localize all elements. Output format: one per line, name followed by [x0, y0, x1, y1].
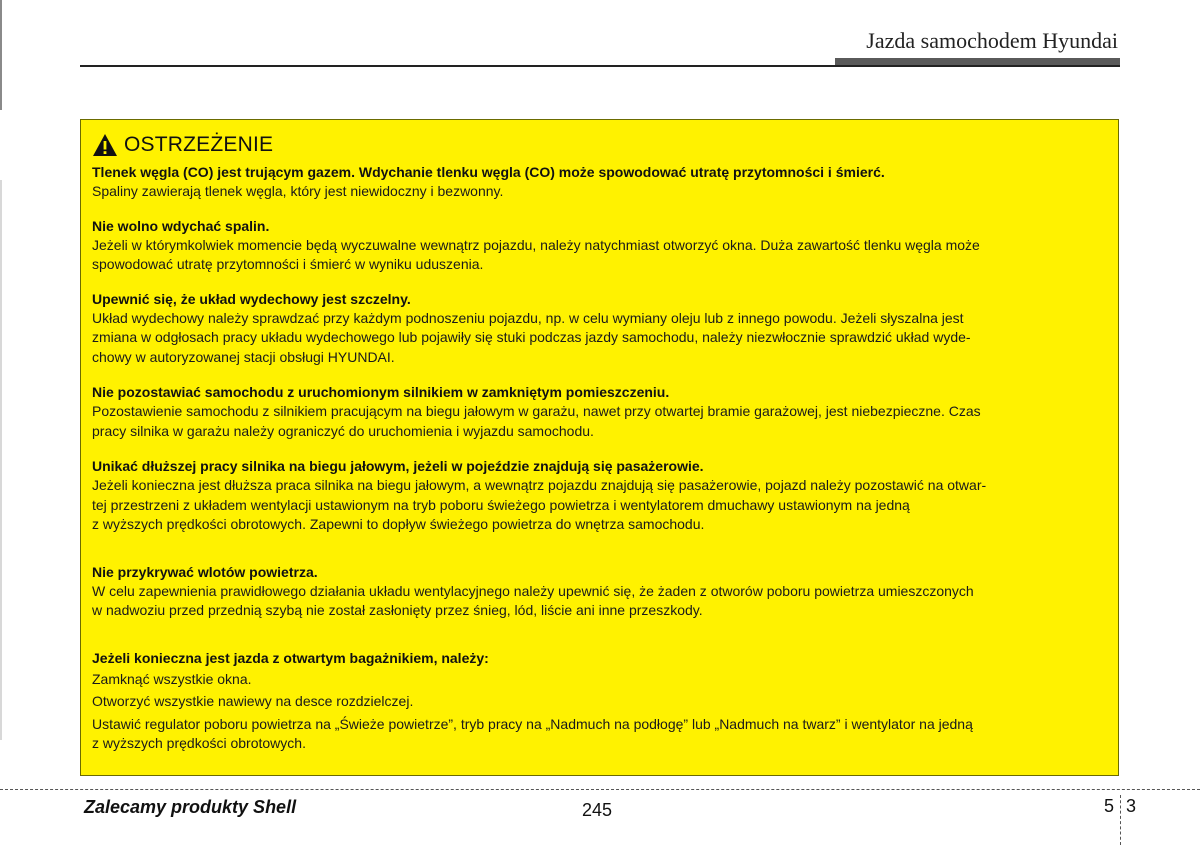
warning-triangle-icon [92, 133, 118, 157]
section-text: zmiana w odgłosach pracy układu wydechowego lub pojawiły się stuki podczas jazdy samochodu, należy niezwłocznie sprawdzić układ wyde- [92, 329, 971, 345]
section-text: Spaliny zawierają tlenek węgla, który jest niewidoczny i bezwonny. [92, 183, 504, 199]
warning-header [92, 130, 1108, 160]
page-edge-mark [0, 0, 2, 110]
section-heading: Unikać dłuższej pracy silnika na biegu jałowym, jeżeli w pojeździe znajdują się pasażerowie. [92, 458, 704, 474]
header-rule [80, 65, 1120, 67]
warning-section-garage [92, 382, 1108, 441]
section-heading: Upewnić się, że układ wydechowy jest szczelny. [92, 290, 411, 307]
warning-section-fumes [92, 216, 1108, 275]
section-text: Pozostawienie samochodu z silnikiem pracującym na biegu jałowym w garażu, nawet przy otwartej bramie garażowej, jest niebezpieczne. Czas [92, 403, 981, 419]
warning-section-open-trunk [92, 648, 1108, 754]
section-text: z wyższych prędkości obrotowych. Zapewni to dopływ świeżego powietrza do wnętrza samochodu. [92, 516, 705, 532]
section-text: w nadwoziu przed przednią szybą nie został zasłonięty przez śnieg, lód, liście ani inne przeszkody. [92, 602, 703, 618]
section-heading: Nie wolno wdychać spalin. [92, 217, 270, 234]
section-text: chowy w autoryzowanej stacji obsługi HYUNDAI. [92, 348, 395, 365]
section-heading: Nie pozostawiać samochodu z uruchomionym silnikiem w zamkniętym pomieszczeniu. [92, 384, 670, 400]
section-text: Jeżeli konieczna jest dłuższa praca silnika na biegu jałowym, a wewnątrz pojazdu znajdują się pasażerowie, pojazd należy pozostawić na otwar- [92, 477, 987, 493]
section-text: pracy silnika w garażu należy ograniczyć do uruchomienia i wyjazdu samochodu. [92, 422, 594, 439]
section-text: Otworzyć wszystkie nawiewy na desce rozdzielczej. [92, 693, 414, 709]
section-text: Zamknąć wszystkie okna. [92, 670, 252, 687]
warning-section-co [92, 162, 1108, 202]
section-text: Ustawić regulator poboru powietrza na „Świeże powietrze”, tryb pracy na „Nadmuch na podłogę” lub „Nadmuch na twarz” i wentylator na jedną [92, 715, 973, 732]
warning-section-exhaust [92, 289, 1108, 368]
section-text: tej przestrzeni z układem wentylacji ustawionym na tryb poboru świeżego powietrza i wentylatorem dmuchawy ustawionym na jedną [92, 496, 910, 513]
section-heading: Nie przykrywać wlotów powietrza. [92, 563, 318, 580]
warning-section-air-inlets [92, 562, 1108, 621]
section-heading: Jeżeli konieczna jest jazda z otwartym bagażnikiem, należy: [92, 649, 489, 666]
section-heading: Tlenek węgla (CO) jest trującym gazem. Wdychanie tlenku węgla (CO) może spowodować utratę przytomności i śmierć. [92, 164, 885, 180]
page-number: 245 [582, 800, 613, 820]
section-text: z wyższych prędkości obrotowych. [92, 735, 306, 751]
section-text: W celu zapewnienia prawidłowego działania układu wentylacyjnego należy upewnić się, że żaden z otworów poboru powietrza umieszczonych [92, 582, 974, 599]
warning-title: OSTRZEŻENIE [124, 133, 274, 156]
chapter-number: 5 [1104, 796, 1115, 816]
chapter-page-number: 3 [1126, 796, 1137, 816]
warning-section-idle [92, 456, 1108, 535]
footer-slogan: Zalecamy produkty Shell [84, 797, 297, 817]
footer-dashed-rule [0, 789, 1200, 790]
footer-dashed-divider [1120, 795, 1121, 845]
page-edge-mark-lower [0, 180, 2, 740]
section-text: spowodować utratę przytomności i śmierć w wyniku uduszenia. [92, 256, 484, 272]
section-text: Układ wydechowy należy sprawdzać przy każdym podnoszeniu pojazdu, np. w celu wymiany oleju lub z innego powodu. Jeżeli słyszalna jest [92, 309, 964, 326]
section-text: Jeżeli w którymkolwiek momencie będą wyczuwalne wewnątrz pojazdu, należy natychmiast otworzyć okna. Duża zawartość tlenku węgla może [92, 236, 980, 253]
header-title: Jazda samochodem Hyundai [866, 28, 1118, 53]
warning-box [80, 119, 1119, 776]
